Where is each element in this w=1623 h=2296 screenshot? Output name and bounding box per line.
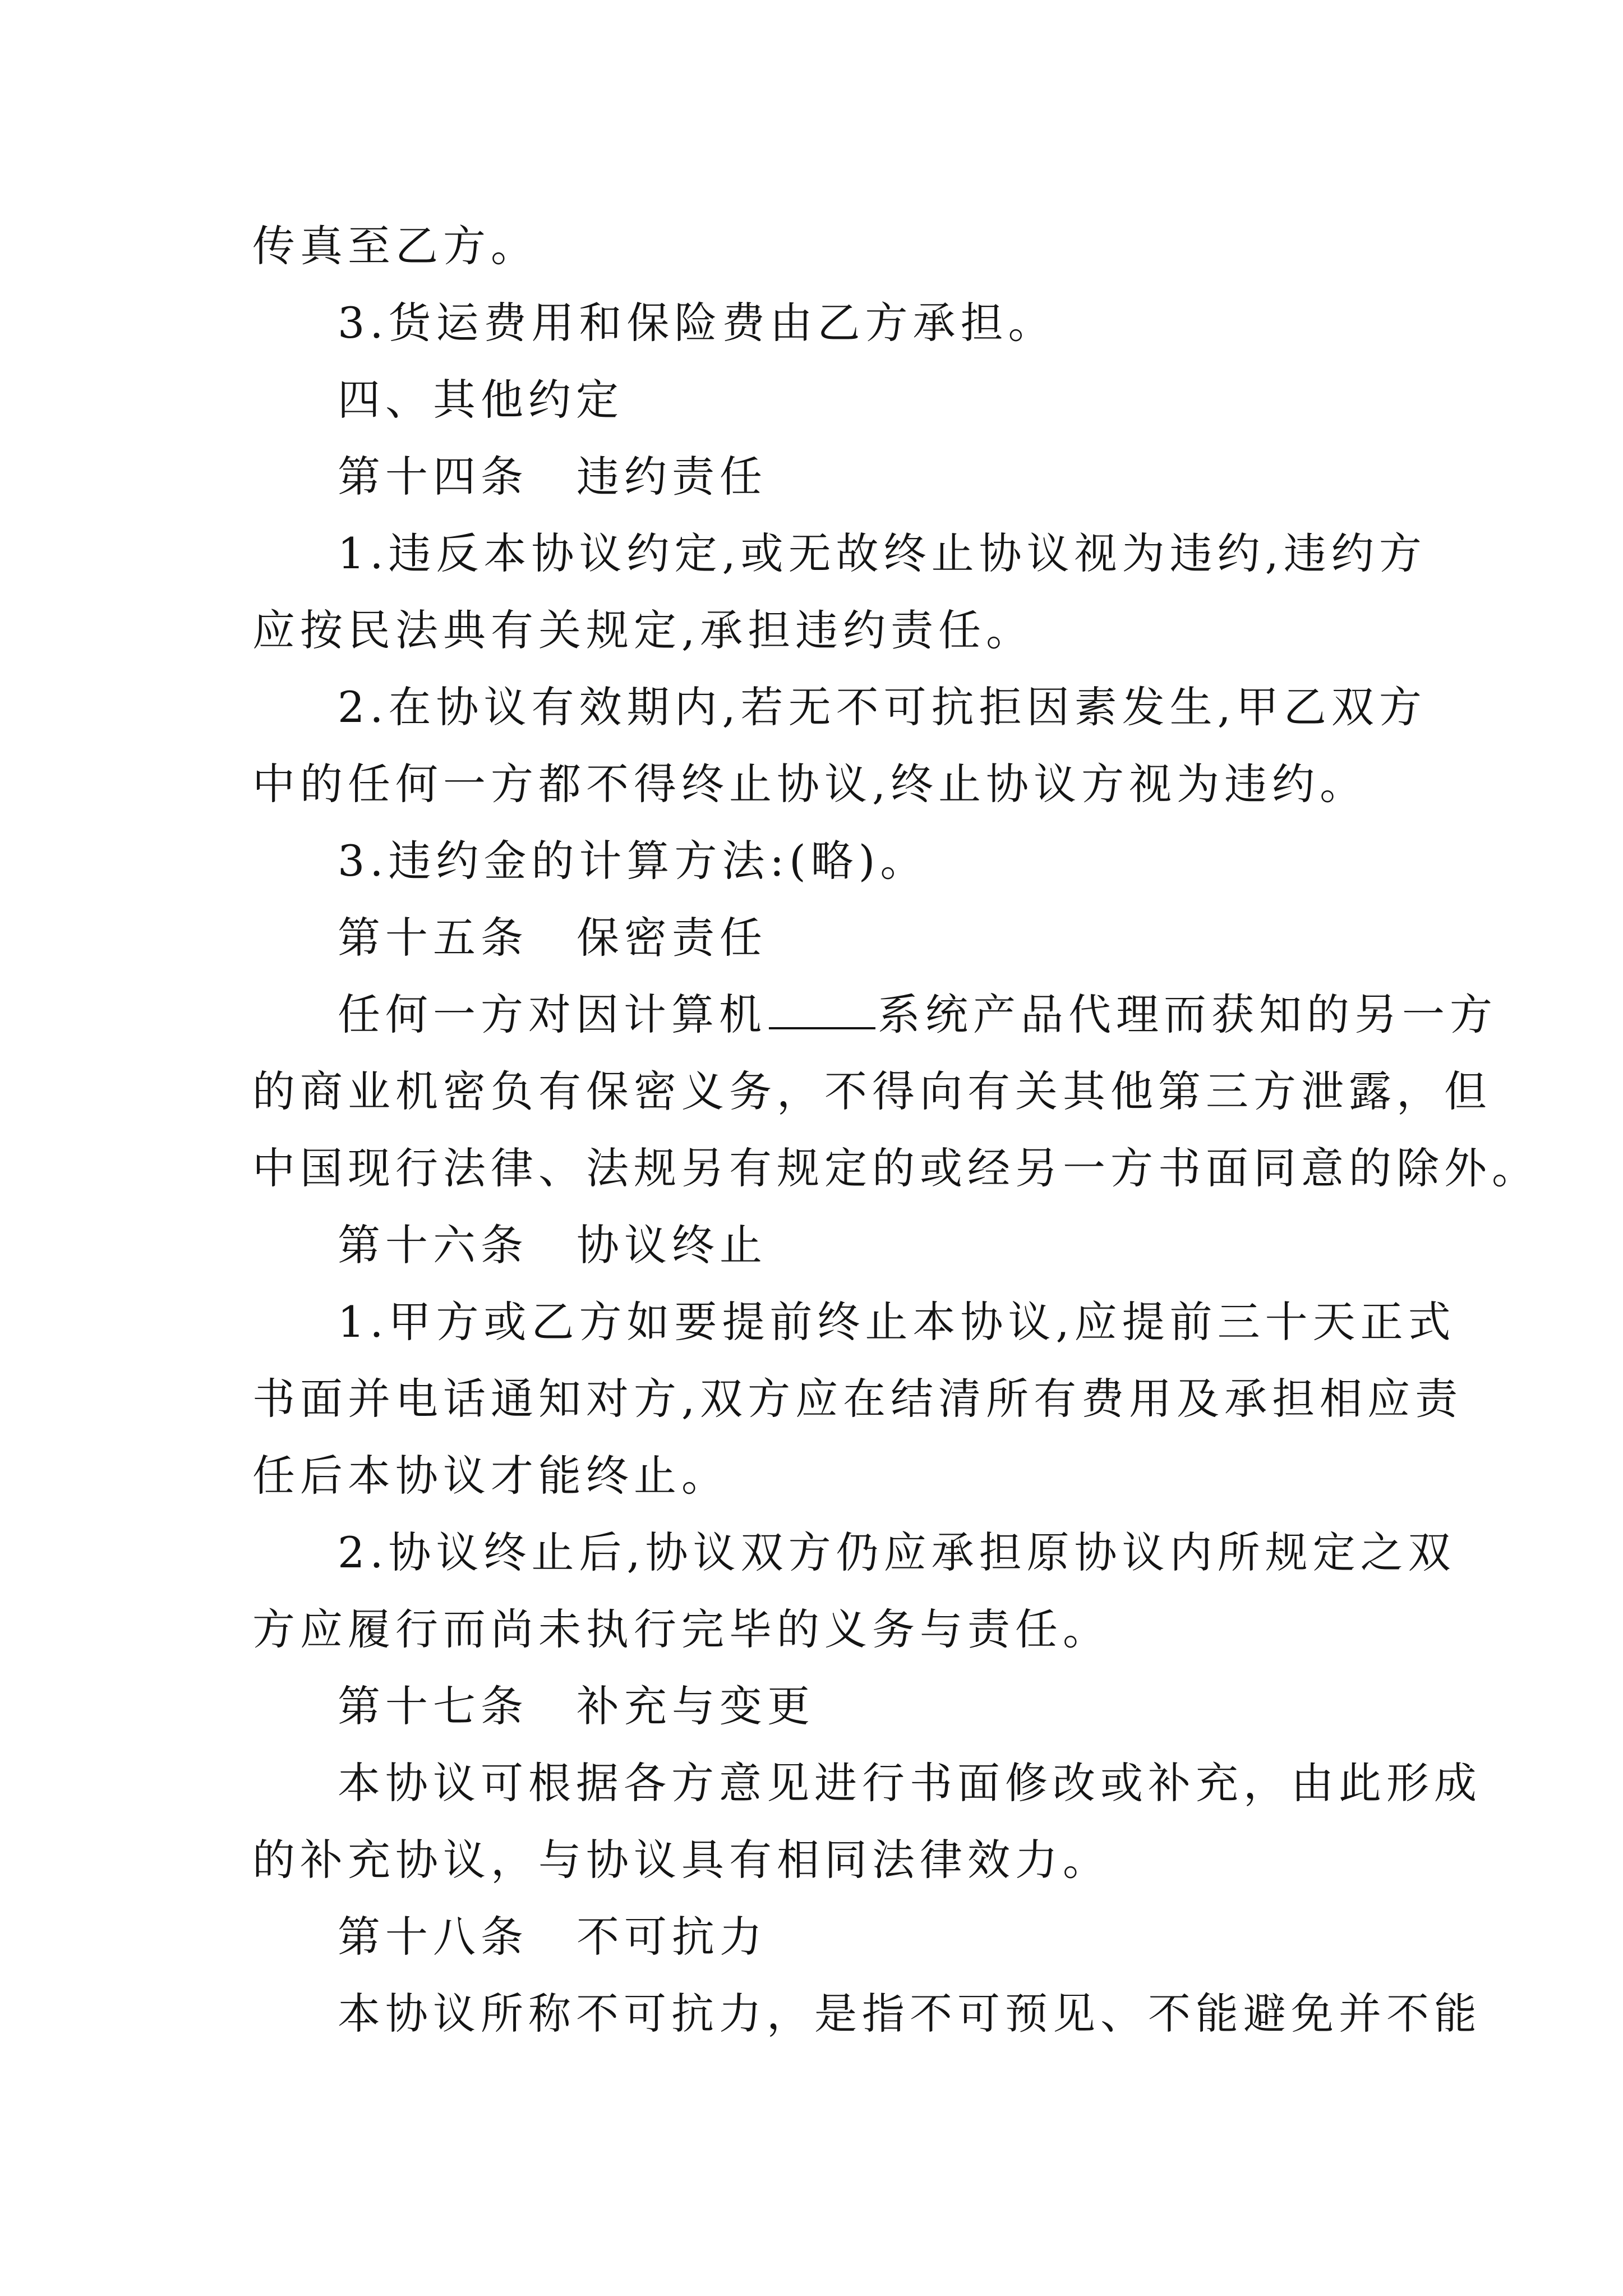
article-heading-17 xyxy=(252,1668,1396,1745)
paragraph-line: 中的任何一方都不得终止协议,终止协议方视为违约。 xyxy=(252,759,1368,809)
document-body xyxy=(252,208,1539,2052)
paragraph-line: 的补充协议，与协议具有相同法律效力。 xyxy=(252,1835,1110,1885)
paragraph-line: 应按民法典有关规定,承担违约责任。 xyxy=(252,605,1034,655)
article-heading-15 xyxy=(252,899,1396,976)
paragraph-line: 书面并电话通知对方,双方应在结清所有费用及承担相应责 xyxy=(252,1374,1463,1424)
paragraph-line: 本协议可根据各方意见进行书面修改或补充，由此形成 xyxy=(338,1758,1482,1808)
paragraph-line: 3.货运费用和保险费由乙方承担。 xyxy=(338,298,1056,348)
article-heading-14 xyxy=(252,438,1396,515)
paragraph-line: 任后本协议才能终止。 xyxy=(252,1451,729,1501)
article-heading-18 xyxy=(252,1898,1396,1975)
article-number: 第十八条 xyxy=(338,1912,528,1962)
text-before-blank: 任何一方对因计算机 xyxy=(338,990,767,1039)
article-number: 第十四条 xyxy=(338,452,528,501)
article-number: 第十七条 xyxy=(338,1681,528,1731)
text-after-blank: 系统产品代理而获知的另一方 xyxy=(878,990,1497,1039)
paragraph-line: 方应履行而尚未执行完毕的义务与责任。 xyxy=(252,1604,1110,1654)
paragraph-line: 1.违反本协议约定,或无故终止协议视为违约,违约方 xyxy=(338,528,1427,578)
article-title: 不可抗力 xyxy=(577,1912,767,1962)
article-title: 补充与变更 xyxy=(577,1681,815,1731)
article-number: 第十五条 xyxy=(338,913,528,963)
paragraph-line: 传真至乙方。 xyxy=(252,221,538,271)
paragraph-line: 3.违约金的计算方法:(略)。 xyxy=(338,836,928,886)
paragraph-line: 的商业机密负有保密义务，不得向有关其他第三方泄露，但 xyxy=(252,1066,1492,1116)
article-title: 协议终止 xyxy=(577,1220,767,1270)
article-title: 违约责任 xyxy=(577,452,767,501)
article-heading-16 xyxy=(252,1207,1396,1283)
paragraph-line-with-blank xyxy=(252,976,1497,1053)
paragraph-line: 2.协议终止后,协议双方仍应承担原协议内所规定之双 xyxy=(338,1527,1456,1577)
paragraph-line: 中国现行法律、法规另有规定的或经另一方书面同意的除外。 xyxy=(252,1143,1539,1193)
paragraph-line: 1.甲方或乙方如要提前终止本协议,应提前三十天正式 xyxy=(338,1297,1456,1347)
paragraph-line: 本协议所称不可抗力，是指不可预见、不能避免并不能 xyxy=(338,1989,1482,2039)
fill-in-blank xyxy=(769,990,875,1029)
article-number: 第十六条 xyxy=(338,1220,528,1270)
article-title: 保密责任 xyxy=(577,913,767,963)
section-heading: 四、其他约定 xyxy=(338,375,624,425)
paragraph-line: 2.在协议有效期内,若无不可抗拒因素发生,甲乙双方 xyxy=(338,682,1427,732)
